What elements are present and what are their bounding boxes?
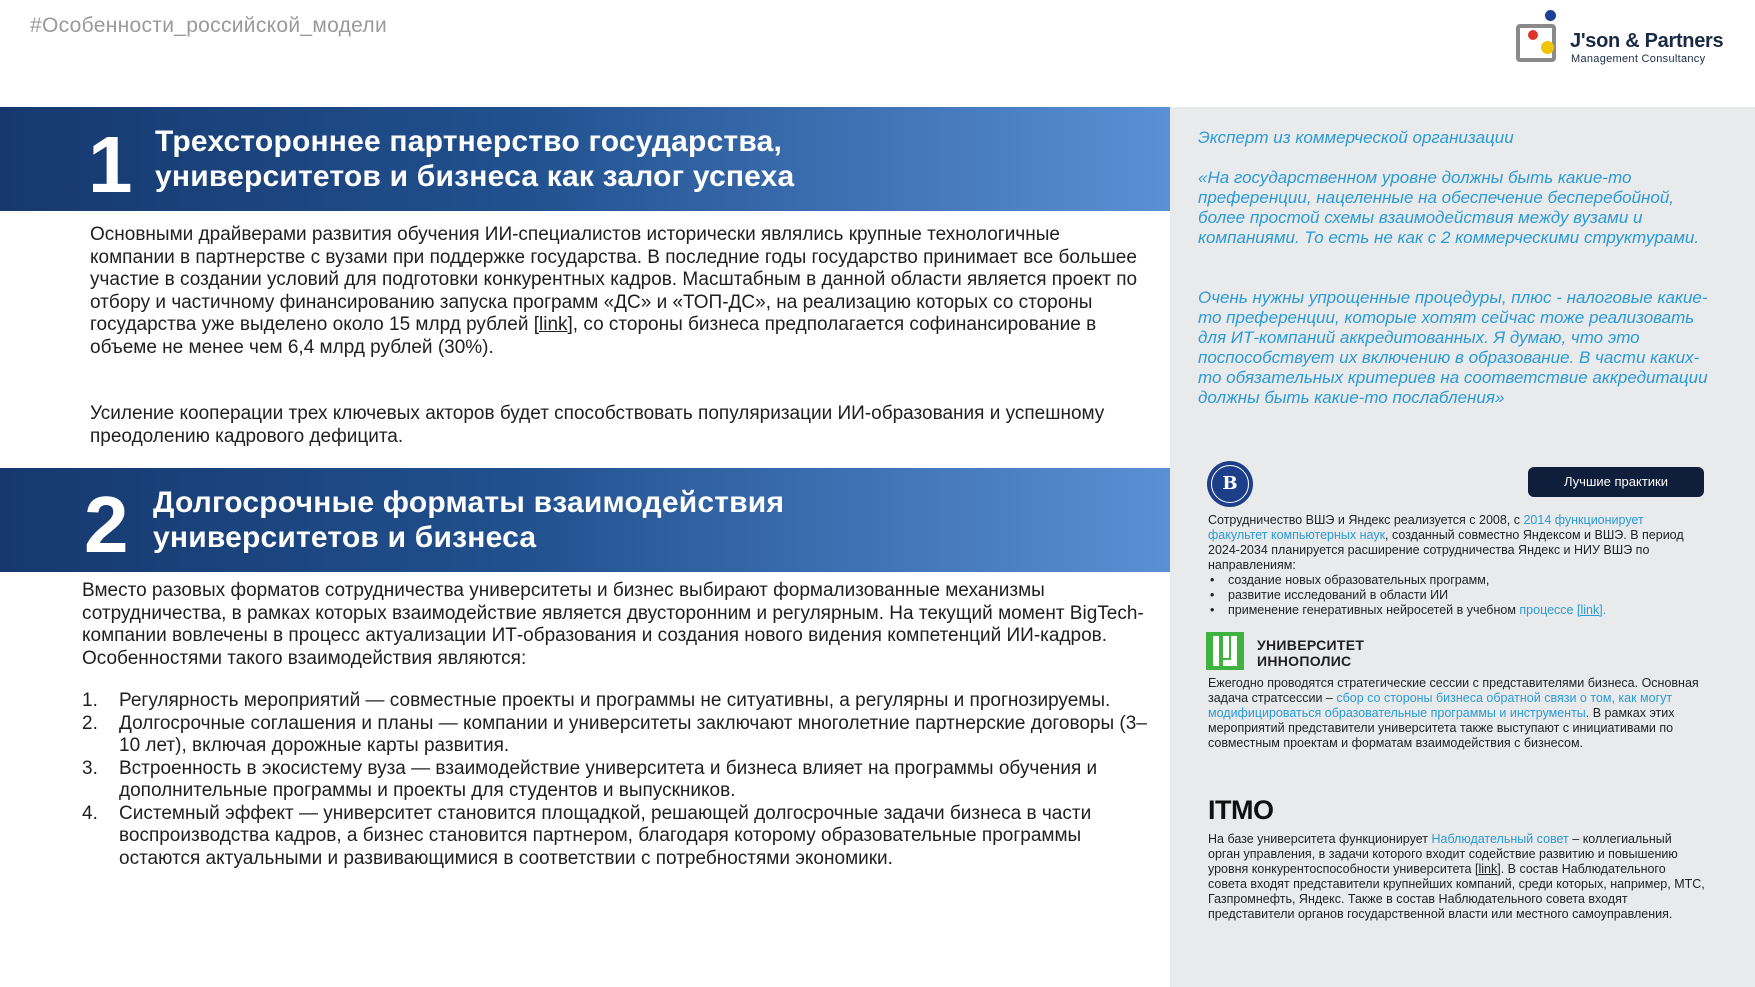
section1-source-link[interactable]: link bbox=[539, 314, 568, 335]
logo-subtitle: Management Consultancy bbox=[1571, 53, 1706, 65]
hse-logo-letter: В bbox=[1222, 473, 1238, 494]
itmo-text-a: На базе университета функционирует bbox=[1208, 832, 1432, 846]
list-item-number: 3. bbox=[82, 757, 98, 779]
list-item-number: 1. bbox=[82, 690, 98, 711]
section1-p1-text-b: ], со стороны бизнеса предполагается софинансирование в объеме не менее чем 6,4 млрд рублей (30%). bbox=[90, 314, 1097, 358]
itmo-logo: ITMO bbox=[1208, 795, 1274, 825]
itmo-source-link[interactable]: link bbox=[1478, 862, 1498, 876]
list-item-text: Долгосрочные соглашения и планы — компании и университеты заключают многолетние партнерские договоры (3–10 лет), включая дорожные карты развития. bbox=[119, 712, 1147, 756]
itmo-text-b: – коллегиальный орган управления, в задачи которого входит содействие развитию и повышению уровня конкурентоспособности университета [ bbox=[1208, 832, 1678, 876]
list-item bbox=[1208, 603, 1705, 618]
innopolis-name-line2: ИННОПОЛИС bbox=[1257, 653, 1352, 669]
innopolis-name-line1: УНИВЕРСИТЕТ bbox=[1257, 637, 1365, 653]
itmo-text-c: ]. В состав Наблюдательного совета входят представители крупнейших компаний, среди которых, например, МТС, Газпромнефть, Яндекс. Также в состав Наблюдательного совета входят представители органов государственной власти или местного самоуправления. bbox=[1208, 862, 1705, 921]
best-practices-button[interactable]: Лучшие практики bbox=[1528, 467, 1704, 497]
hse-process-link[interactable]: процессе bbox=[1519, 603, 1574, 617]
section1-title bbox=[155, 124, 794, 194]
innopolis-feedback-link[interactable]: сбор со стороны бизнеса обратной связи о том, как могут модифицироваться образовательные программы и инструменты bbox=[1208, 691, 1673, 720]
hashtag-title: #Особенности_российской_модели bbox=[30, 14, 388, 37]
section1-number: 1 bbox=[88, 120, 133, 209]
expert-label: Эксперт из коммерческой организации bbox=[1198, 128, 1514, 147]
list-item bbox=[82, 803, 1162, 871]
list-item bbox=[82, 758, 1162, 803]
list-item-number: 4. bbox=[82, 802, 98, 824]
section2-number: 2 bbox=[84, 480, 129, 569]
list-item-text: Регулярность мероприятий — совместные проекты и программы не ситуативны, а регулярны и прогнозируемы. bbox=[119, 690, 1111, 711]
jsonpartners-logo bbox=[1512, 8, 1732, 70]
section1-paragraph1 bbox=[90, 224, 1140, 359]
logo-dot-red-icon bbox=[1528, 30, 1538, 40]
section2-header-band bbox=[0, 468, 1170, 572]
section1-p1-text-a: Основными драйверами развития обучения ИИ-специалистов исторически являлись крупные технологичные компании в партнерстве с вузами при поддержке государства. В последние годы государство принимает все большее участие в создании условий для подготовки конкурентных кадров. Масштабным в данной области является проект по отбору и частичному финансированию запуска программ «ДС» и «ТОП-ДС», на реализацию которых со стороны государства уже выделено около 15 млрд рублей [ bbox=[90, 224, 1138, 335]
innopolis-description bbox=[1208, 676, 1705, 751]
innopolis-text-b: . В рамках этих мероприятий представители университета также выступают с инициативами по совместным проектам и форматам взаимодействия с бизнесом. bbox=[1208, 706, 1675, 750]
section2-title-line1: Долгосрочные форматы взаимодействия bbox=[153, 486, 785, 519]
section2-intro: Вместо разовых форматов сотрудничества университеты и бизнес выбирают формализованные механизмы сотрудничества, в рамках которых взаимодействие является двусторонним и регулярным. На текущий момент BigTech-компании вовлечены в процесс актуализации ИТ-образования и создания нового видения компетенций ИИ-кадров. Особенностями такого взаимодействия являются: bbox=[82, 580, 1144, 669]
section2-features-list bbox=[82, 690, 1162, 870]
hse-text-b: , созданный совместно Яндексом и ВШЭ. В период 2024-2034 планируется расширение сотрудничества Яндекс и НИУ ВШЭ по направлениям: bbox=[1208, 528, 1684, 572]
itmo-board-link[interactable]: Наблюдательный совет bbox=[1431, 832, 1569, 846]
section1-header-band bbox=[0, 107, 1170, 211]
list-item-text: Системный эффект — университет становится площадкой, решающей долгосрочные задачи бизнеса в части воспроизводства кадров, а бизнес становится партнером, благодаря которому образовательные программы остаются актуальными и развивающимися в соответствии с потребностями экономики. bbox=[119, 802, 1092, 869]
section1-title-line1: Трехстороннее партнерство государства, bbox=[155, 125, 783, 158]
list-item: • развитие исследований в области ИИ bbox=[1208, 588, 1705, 603]
itmo-description bbox=[1208, 832, 1705, 922]
expert-quote-2: Очень нужны упрощенные процедуры, плюс - налоговые какие-то преференции, которые хотят сейчас тоже реализовать для ИТ-компаний аккредитованных. Я думаю, что это поспособствует их включению в образование. В части каких-то обязательных критериев на соответствие аккредитации должны быть какие-то послабления» bbox=[1198, 288, 1708, 407]
logo-dot-yellow-icon bbox=[1541, 41, 1554, 54]
list-item-text: Встроенность в экосистему вуза — взаимодействие университета и бизнеса влияет на программы обучения и дополнительные программы и проекты для студентов и выпускников. bbox=[119, 757, 1098, 801]
innopolis-logo-icon bbox=[1206, 632, 1244, 670]
hse-faculty-link[interactable]: 2014 функционирует факультет компьютерных наук bbox=[1208, 513, 1644, 542]
list-item: • создание новых образовательных программ, bbox=[1208, 573, 1705, 588]
innopolis-name bbox=[1257, 637, 1364, 669]
logo-name: J'son & Partners bbox=[1570, 30, 1724, 52]
hse-description bbox=[1208, 513, 1705, 618]
hse-source-link[interactable]: [link] bbox=[1576, 603, 1603, 617]
hse-logo-icon bbox=[1207, 461, 1253, 507]
hse-bullet3-text: применение генеративных нейросетей в учебном bbox=[1228, 603, 1520, 617]
innopolis-text-a: Ежегодно проводятся стратегические сессии с представителями бизнеса. Основная задача стратсессии – bbox=[1208, 676, 1699, 705]
logo-dot-blue-icon bbox=[1545, 10, 1556, 21]
hse-directions-list bbox=[1208, 573, 1705, 618]
section2-title-line2: университетов и бизнеса bbox=[153, 521, 537, 554]
section1-paragraph2: Усиление кооперации трех ключевых акторов будет способствовать популяризации ИИ-образования и успешному преодолению кадрового дефицита. bbox=[90, 403, 1105, 447]
section1-title-line2: университетов и бизнеса как залог успеха bbox=[155, 160, 795, 193]
hse-text-a: Сотрудничество ВШЭ и Яндекс реализуется с 2008, с bbox=[1208, 513, 1524, 527]
list-item bbox=[82, 690, 1162, 713]
section2-title bbox=[153, 485, 784, 555]
hse-bullet3-end: . bbox=[1602, 603, 1607, 617]
expert-quote-1: «На государственном уровне должны быть какие-то преференции, нацеленные на обеспечение бесперебойной, более простой схемы взаимодействия между вузами и компаниями. То есть не как с 2 коммерческими структурами. bbox=[1198, 168, 1700, 247]
list-item bbox=[82, 713, 1162, 758]
list-item-number: 2. bbox=[82, 712, 98, 734]
